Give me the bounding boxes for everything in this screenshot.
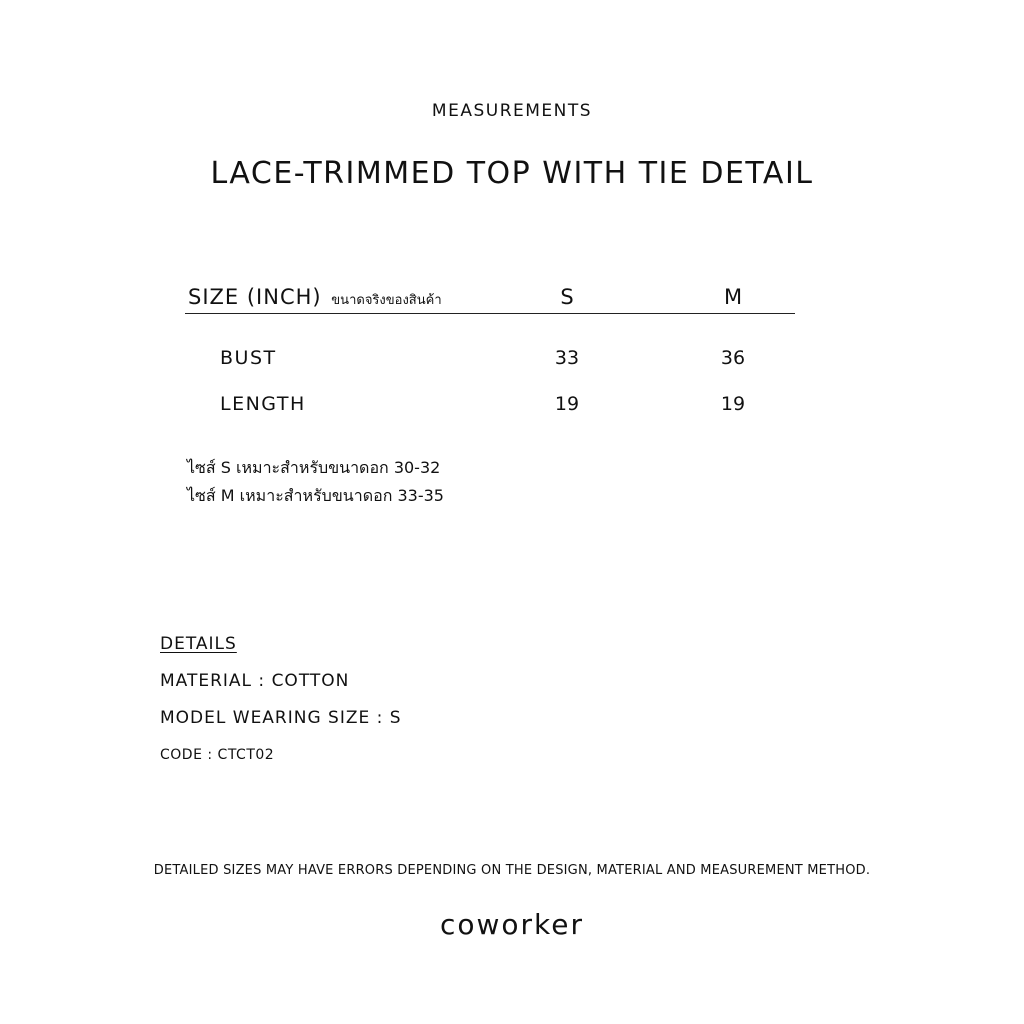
- size-header-label: SIZE (INCH): [188, 285, 322, 309]
- size-header-thai-label: ขนาดจริงของสินค้า: [331, 293, 442, 308]
- product-code-line: CODE : CTCT02: [160, 747, 275, 763]
- length-value-s: 19: [554, 393, 580, 415]
- details-heading: DETAILS: [160, 634, 237, 654]
- row-label-length: LENGTH: [220, 393, 306, 415]
- length-value-m: 19: [720, 393, 746, 415]
- product-title: LACE-TRIMMED TOP WITH TIE DETAIL: [210, 156, 814, 191]
- bust-value-m: 36: [720, 347, 746, 369]
- section-label: MEASUREMENTS: [431, 101, 593, 121]
- disclaimer-text: DETAILED SIZES MAY HAVE ERRORS DEPENDING ON THE DESIGN, MATERIAL AND MEASUREMENT METHOD.: [153, 863, 871, 878]
- bust-value-s: 33: [554, 347, 580, 369]
- table-header-divider: [185, 313, 795, 314]
- column-header-m: M: [723, 285, 743, 309]
- fit-note-s: ไซส์ S เหมาะสำหรับขนาดอก 30-32: [187, 458, 441, 477]
- brand-logo-text: coworker: [439, 908, 585, 941]
- size-table-header: [188, 285, 442, 310]
- fit-note-m: ไซส์ M เหมาะสำหรับขนาดอก 33-35: [187, 486, 444, 505]
- material-line: MATERIAL : COTTON: [160, 671, 350, 691]
- model-size-line: MODEL WEARING SIZE : S: [160, 708, 402, 728]
- column-header-s: S: [560, 285, 574, 309]
- row-label-bust: BUST: [220, 347, 277, 369]
